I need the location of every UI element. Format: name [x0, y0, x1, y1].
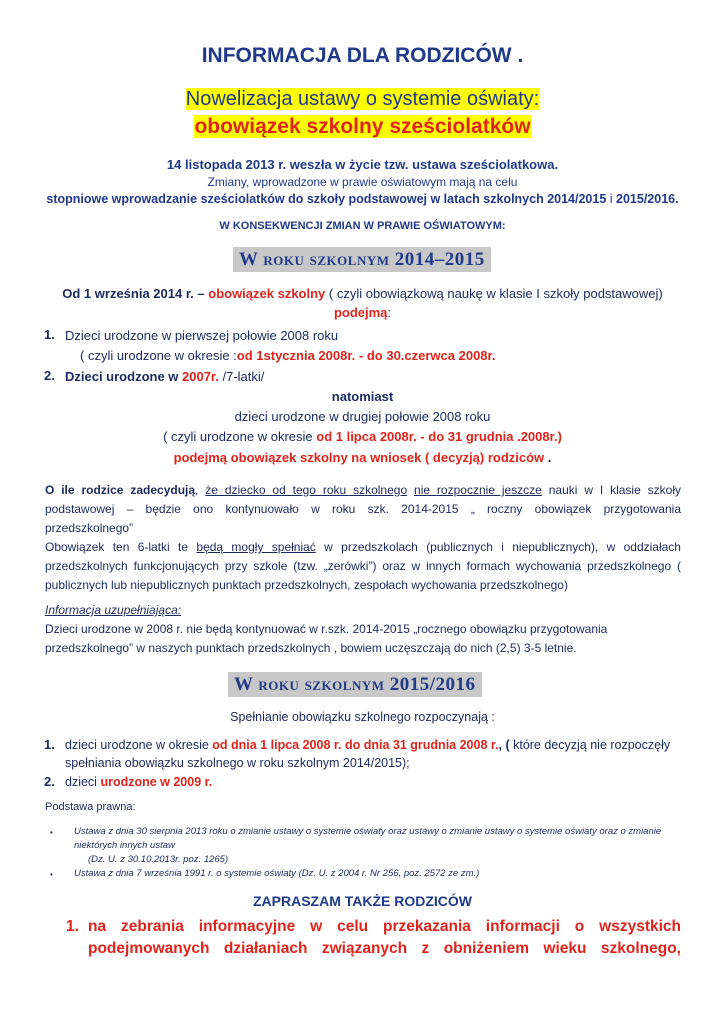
info-line1: Dzieci urodzone w 2008 r. nie będą kontynuować w r.szk. 2014-2015 „rocznego obowiązku przygotowania: [45, 622, 608, 636]
od-c: ( czyli obowiązkową naukę w klasie I szkoły podstawowej): [325, 286, 663, 301]
s2-item1-a: dzieci urodzone w okresie: [65, 738, 213, 752]
intro-line3-c: 2015/2016.: [616, 192, 679, 206]
second-half-sub: [0, 429, 725, 444]
intro-caps: W KONSEKWENCJI ZMIAN W PRAWIE OŚWIATOWYM:: [219, 220, 506, 232]
intro-line3: [0, 192, 725, 206]
p2-c: w przedszkolach (publicznych i niepublicznych), w oddziałach: [315, 540, 681, 554]
info-heading: Informacja uzupełniająca:: [45, 603, 182, 617]
legal-b1-line1: Ustawa z dnia 30 sierpnia 2013 roku o zmianie ustawy o systemie oświaty oraz ustawy o zmianie ustawy o systemie oświaty oraz o zmianie: [74, 826, 662, 837]
s1-item1-sub-b: od 1stycznia 2008r. - do 30.czerwca 2008r.: [236, 348, 496, 363]
natomiast: natomiast: [331, 389, 394, 404]
s1-item2-number: 2.: [44, 368, 55, 383]
s1-item1-number: 1.: [44, 327, 55, 342]
podejma-colon: :: [387, 305, 392, 320]
p2-line3: publicznych lub niepublicznych punktach przedszkolnych, zespołach wychowania przedszkolnego): [45, 578, 568, 592]
p1-f: nauki w I klasie szkoły: [541, 483, 681, 497]
intro-date-line: 14 listopada 2013 r. weszła w życie tzw. ustawa sześciolatkowa.: [166, 157, 559, 172]
s2-item2-a: dzieci: [65, 775, 101, 789]
od-b: obowiązek szkolny: [208, 286, 326, 301]
s2-item1-c: , (: [498, 738, 510, 752]
s1-item2-c: /7-latki/: [218, 369, 265, 384]
subtitle-highlight2: obowiązek szkolny sześciolatków: [194, 115, 531, 138]
p1-line3: przedszkolnego”: [45, 521, 134, 535]
final-item1-number: 1.: [66, 918, 79, 935]
s2-item1-number: 1.: [44, 737, 55, 752]
page-title: INFORMACJA DLA RODZICÓW .: [201, 44, 524, 67]
legal-b1-line2: niektórych innych ustaw: [74, 840, 175, 851]
s2-item1-b: od dnia 1 lipca 2008 r. do dnia 31 grudnia 2008 r.: [212, 738, 499, 752]
intro-line2: Zmiany, wprowadzone w prawie oświatowym mają na celu: [207, 175, 518, 189]
p2-line2: przedszkolnych funkcjonujących przy szkole (tzw. „zerówki”) oraz w innych formach wychowania przedszkolnego (: [45, 559, 681, 573]
legal-bullet-1: •: [50, 828, 53, 837]
wniosek-line: [0, 450, 725, 465]
s1-item2-b: 2007r.: [182, 369, 219, 384]
s1-item1-text: Dzieci urodzone w pierwszej połowie 2008 roku: [65, 328, 339, 343]
s1-item2-a: Dzieci urodzone w: [65, 369, 183, 384]
s2-item2-text: [65, 775, 212, 789]
intro-line3-a: stopniowe wprowadzanie sześciolatków do szkoły podstawowej w latach szkolnych 2014/2015: [46, 192, 607, 206]
s1-item1-sub: [80, 348, 496, 363]
p1-line1: [45, 481, 681, 500]
section1-od-line: [0, 286, 725, 301]
wniosek-dot: .: [544, 450, 552, 465]
legal-bullet-2: •: [50, 870, 53, 879]
p2-b: będą mogły spełniać: [196, 540, 316, 554]
p1-e: nie rozpocznie jeszcze: [414, 483, 542, 497]
subtitle-line1: [0, 88, 725, 111]
p2-a: Obowiązek ten 6-latki te: [45, 540, 197, 554]
section1-heading: W roku szkolnym 2014–2015: [233, 247, 491, 272]
s1-item2-text: [65, 369, 264, 384]
p1-line2: podstawowej – będzie ono kontynuowało w roku szk. 2014-2015 „ roczny obowiązek przygotowania: [45, 502, 681, 516]
s1-item1-sub-a: ( czyli urodzone w okresie :: [80, 348, 237, 363]
p1-d: [407, 483, 414, 497]
legal-b1-line3: (Dz. U. z 30.10.2013r. poz. 1265): [88, 854, 229, 865]
podejma-line: [0, 305, 725, 320]
od-a: Od 1 września 2014 r. –: [62, 286, 209, 301]
final-item1-line2: podejmowanych działaniach związanych z obniżeniem wieku szkolnego,: [88, 940, 681, 957]
subtitle-line2: [0, 115, 725, 139]
legal-b2: Ustawa z dnia 7 września 1991 r. o systemie oświaty (Dz. U. z 2004 r. Nr 256, poz. 2572 ze zm.): [74, 868, 480, 879]
final-item1-line1: na zebrania informacyjne w celu przekazania informacji o wszystkich: [88, 918, 681, 935]
second-half-line: dzieci urodzone w drugiej połowie 2008 roku: [234, 409, 491, 424]
p1-c: że dziecko od tego roku szkolnego: [205, 483, 408, 497]
info-line2: przedszkolnego” w naszych punktach przedszkolnych , bowiem uczęszczają do nich (2,5) 3-5 letnie.: [45, 641, 577, 655]
spelnianie-line: Spełnianie obowiązku szkolnego rozpoczynają :: [230, 710, 495, 724]
final-heading: ZAPRASZAM TAKŻE RODZICÓW: [252, 893, 473, 909]
p2-line1: [45, 538, 681, 557]
s2-item1-line1: [65, 738, 670, 752]
s2-item1-line2: spełniania obowiązku szkolnego w roku szkolnym 2014/2015);: [65, 756, 410, 770]
section2-heading: W roku szkolnym 2015/2016: [228, 672, 482, 697]
second-sub-b: od 1 lipca 2008r. - do 31 grudnia .2008r.): [316, 429, 562, 444]
s2-item2-number: 2.: [44, 774, 55, 789]
s2-item1-d: które decyzją nie rozpoczęły: [509, 738, 671, 752]
legal-heading: Podstawa prawna:: [45, 801, 136, 813]
podejma: podejmą: [333, 305, 388, 320]
intro-line3-b: i: [606, 192, 617, 206]
s2-item2-b: urodzone w 2009 r.: [100, 775, 213, 789]
second-sub-a: ( czyli urodzone w okresie: [163, 429, 317, 444]
wniosek: podejmą obowiązek szkolny na wniosek ( decyzją) rodziców: [173, 450, 545, 465]
p1-b: ,: [195, 483, 206, 497]
p1-a: O ile rodzice zadecydują: [45, 483, 196, 497]
subtitle-highlight1: Nowelizacja ustawy o systemie oświaty:: [185, 88, 540, 110]
